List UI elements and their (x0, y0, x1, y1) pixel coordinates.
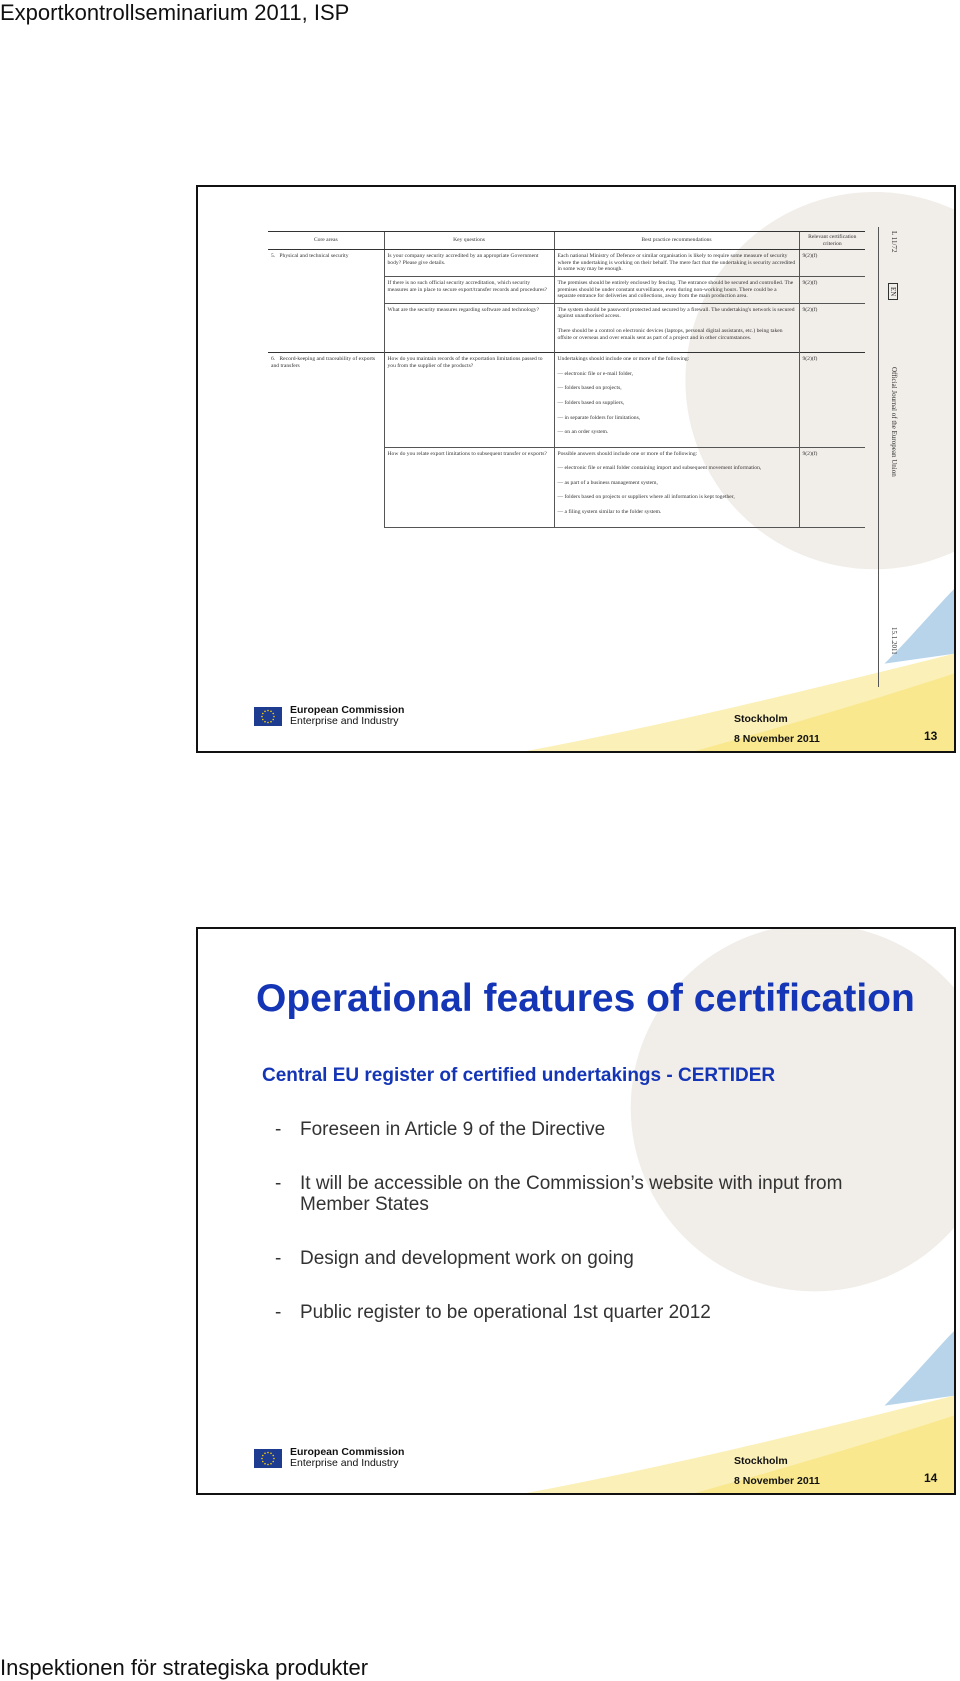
journal-lang: EN (888, 283, 898, 300)
table-row: 5. Physical and technical security Is your company security accredited by an appropriate Government body? Please give details. Each national Ministry of Defence or similar organisation is likely to require some measure of security where the undertaking is working on their behalf. The mere fact that the undertaking is security accredited in some way may be enough. 9(2)(f) (268, 250, 865, 277)
list-item: - Public register to be operational 1st quarter 2012 (275, 1302, 711, 1323)
eu-branding (254, 705, 404, 727)
org-name: European Commission (290, 1446, 405, 1458)
slide-subtitle: Central EU register of certified undertakings - CERTIDER (262, 1065, 776, 1086)
slide-city: Stockholm (734, 1455, 788, 1467)
list-item: - Design and development work on going (275, 1248, 634, 1269)
slide-number: 13 (924, 729, 938, 743)
dept-name: Enterprise and Industry (290, 1457, 399, 1469)
journal-date: 15.1.2011 (890, 627, 898, 655)
journal-name: Official Journal of the European Union (890, 367, 898, 477)
table-row: If there is no such official security accreditation, which security measures are in place to secure export/transfer records and procedures? The premises should be entirely enclosed by fencing. The entrance should be secured and controlled. The premises should be under constant surveillance, even during non-working hours. There could be a separate entrance for deliveries and collections, away from the main production area. 9(2)(f) (268, 276, 865, 303)
col-header: Core areas (268, 232, 384, 250)
list-item: - Foreseen in Article 9 of the Directive (275, 1119, 606, 1140)
eu-flag-icon (254, 707, 282, 726)
table-row: What are the security measures regarding software and technology? The system should be password protected and secured by a firewall. The undertaking's network is secured against unauthorised access. There should be a control on electronic devices (laptops, personal digital assistants, etc.) being taken offsite or overseas and over emails sent as part of a project and in other circumstances. 9(2)(f) (268, 303, 865, 352)
slide-13 (196, 185, 956, 753)
slide-date: 8 November 2011 (734, 733, 820, 745)
page-header: Exportkontrollseminarium 2011, ISP (0, 0, 350, 25)
slide-city: Stockholm (734, 713, 788, 725)
eu-flag-icon (254, 1449, 282, 1468)
slide-date: 8 November 2011 (734, 1475, 820, 1487)
eu-branding (254, 1447, 404, 1469)
slide-title: Operational features of certification (256, 977, 915, 1020)
col-header: Best practice recommendations (554, 232, 799, 250)
table-row: How do you relate export limitations to subsequent transfer or exports? Possible answers should include one or more of the following: — electronic file or email folder containing import and subsequent movement information, — as part of a business management system, — folders based on projects or suppliers where all information is kept together, — a filing system similar to the folder system. 9(2)(f) (268, 447, 865, 527)
col-header: Relevant certification criterion (799, 232, 865, 250)
best-practice-table (268, 231, 865, 528)
table-row: 6. Record-keeping and traceability of exports and transfers How do you maintain records of the exportation limitations passed to you from the supplier of the products? Undertakings should include one or more of the following: — electronic file or e-mail folder, — folders based on projects, — folders based on suppliers, — in separate folders for limitations, — on an order system. 9(2)(f) (268, 353, 865, 448)
journal-page-ref: L 11/72 (890, 231, 898, 253)
slide-number: 14 (924, 1471, 938, 1485)
slide-14 (196, 927, 956, 1495)
org-name: European Commission (290, 704, 405, 716)
page-footer: Inspektionen för strategiska produkter (0, 1655, 369, 1680)
col-header: Key questions (384, 232, 554, 250)
bullet-list (275, 1119, 880, 1356)
list-item: - It will be accessible on the Commission’s website with input from Member States (275, 1173, 843, 1215)
dept-name: Enterprise and Industry (290, 715, 399, 727)
